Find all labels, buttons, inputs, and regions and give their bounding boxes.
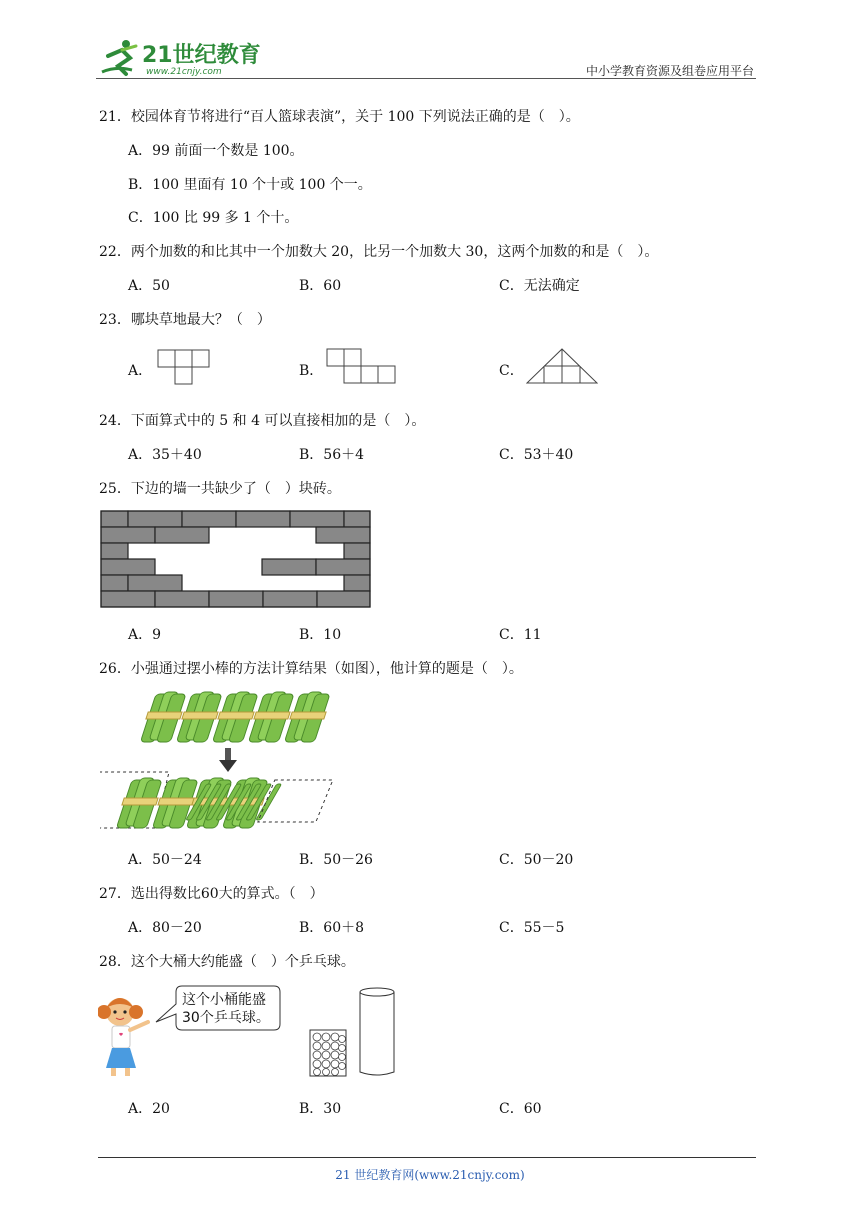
speech-line-2: 30个乒乓球。: [182, 1010, 270, 1026]
speech-bubble: [156, 986, 280, 1030]
sticks-figure: [100, 688, 350, 832]
brick-wall: [100, 510, 372, 608]
small-bucket: [310, 1030, 346, 1076]
buckets-figure: [98, 982, 408, 1084]
q24-option-b: B．56＋4: [299, 447, 365, 463]
question-22: 22．两个加数的和比其中一个加数大 20，比另一个加数大 30，这两个加数的和是（ ）。: [99, 244, 659, 260]
q22-option-a: A．50: [128, 278, 170, 294]
header-divider: [96, 78, 756, 79]
footer-link[interactable]: 21 世纪教育网(www.21cnjy.com): [335, 1168, 525, 1182]
grass-shape-b: [326, 348, 398, 384]
footer-divider: [98, 1157, 756, 1158]
girl-illustration: [98, 998, 148, 1076]
grass-shape-a: [157, 349, 213, 385]
grass-shape-c: [526, 348, 598, 385]
q28-option-a: A．20: [128, 1101, 170, 1117]
header-slogan: 中小学教育资源及组卷应用平台: [585, 64, 754, 78]
question-24: 24．下面算式中的 5 和 4 可以直接相加的是（ ）。: [99, 413, 426, 429]
question-23: 23．哪块草地最大？（ ）: [99, 312, 271, 328]
logo-text: 21世纪教育: [142, 43, 261, 68]
q26-option-c: C．50－20: [499, 852, 574, 868]
q23-option-b: B．: [299, 363, 324, 379]
question-26: 26．小强通过摆小棒的方法计算结果（如图），他计算的题是（ ）。: [99, 661, 523, 677]
down-arrow-icon: [219, 748, 237, 772]
question-27: 27．选出得数比60大的算式。（ ）: [99, 886, 324, 902]
bottom-bundles-row: [100, 772, 271, 828]
q25-option-a: A．9: [128, 627, 162, 643]
q21-option-a: A．99 前面一个数是 100。: [128, 143, 304, 159]
site-logo: [96, 36, 266, 78]
q24-option-a: A．35＋40: [128, 447, 202, 463]
q28-option-b: B．30: [299, 1101, 342, 1117]
q21-option-c: C．100 比 99 多 1 个十。: [128, 210, 299, 226]
q28-option-c: C．60: [499, 1101, 542, 1117]
q23-option-a: A．: [128, 363, 153, 379]
q26-option-a: A．50－24: [128, 852, 202, 868]
q23-option-c: C．: [499, 363, 524, 379]
q25-option-c: C．11: [499, 627, 542, 643]
runner-logo-icon: [102, 40, 136, 74]
q27-option-a: A．80－20: [128, 920, 202, 936]
top-bundles-row: [138, 692, 332, 742]
q25-option-b: B．10: [299, 627, 342, 643]
speech-line-1: 这个小桶能盛: [182, 992, 266, 1008]
q26-option-b: B．50－26: [299, 852, 373, 868]
q22-option-c: C．无法确定: [499, 278, 580, 294]
q27-option-b: B．60＋8: [299, 920, 365, 936]
large-bucket: [360, 988, 394, 1075]
q24-option-c: C．53＋40: [499, 447, 574, 463]
q27-option-c: C．55－5: [499, 920, 565, 936]
question-25: 25．下边的墙一共缺少了（ ）块砖。: [99, 481, 341, 497]
logo-url: www.21cnjy.com: [146, 67, 222, 77]
q22-option-b: B．60: [299, 278, 342, 294]
question-28: 28．这个大桶大约能盛（ ）个乒乓球。: [99, 954, 355, 970]
q21-option-b: B．100 里面有 10 个十或 100 个一。: [128, 177, 372, 193]
question-21: 21．校园体育节将进行“百人篮球表演”，关于 100 下列说法正确的是（ ）。: [99, 109, 580, 125]
